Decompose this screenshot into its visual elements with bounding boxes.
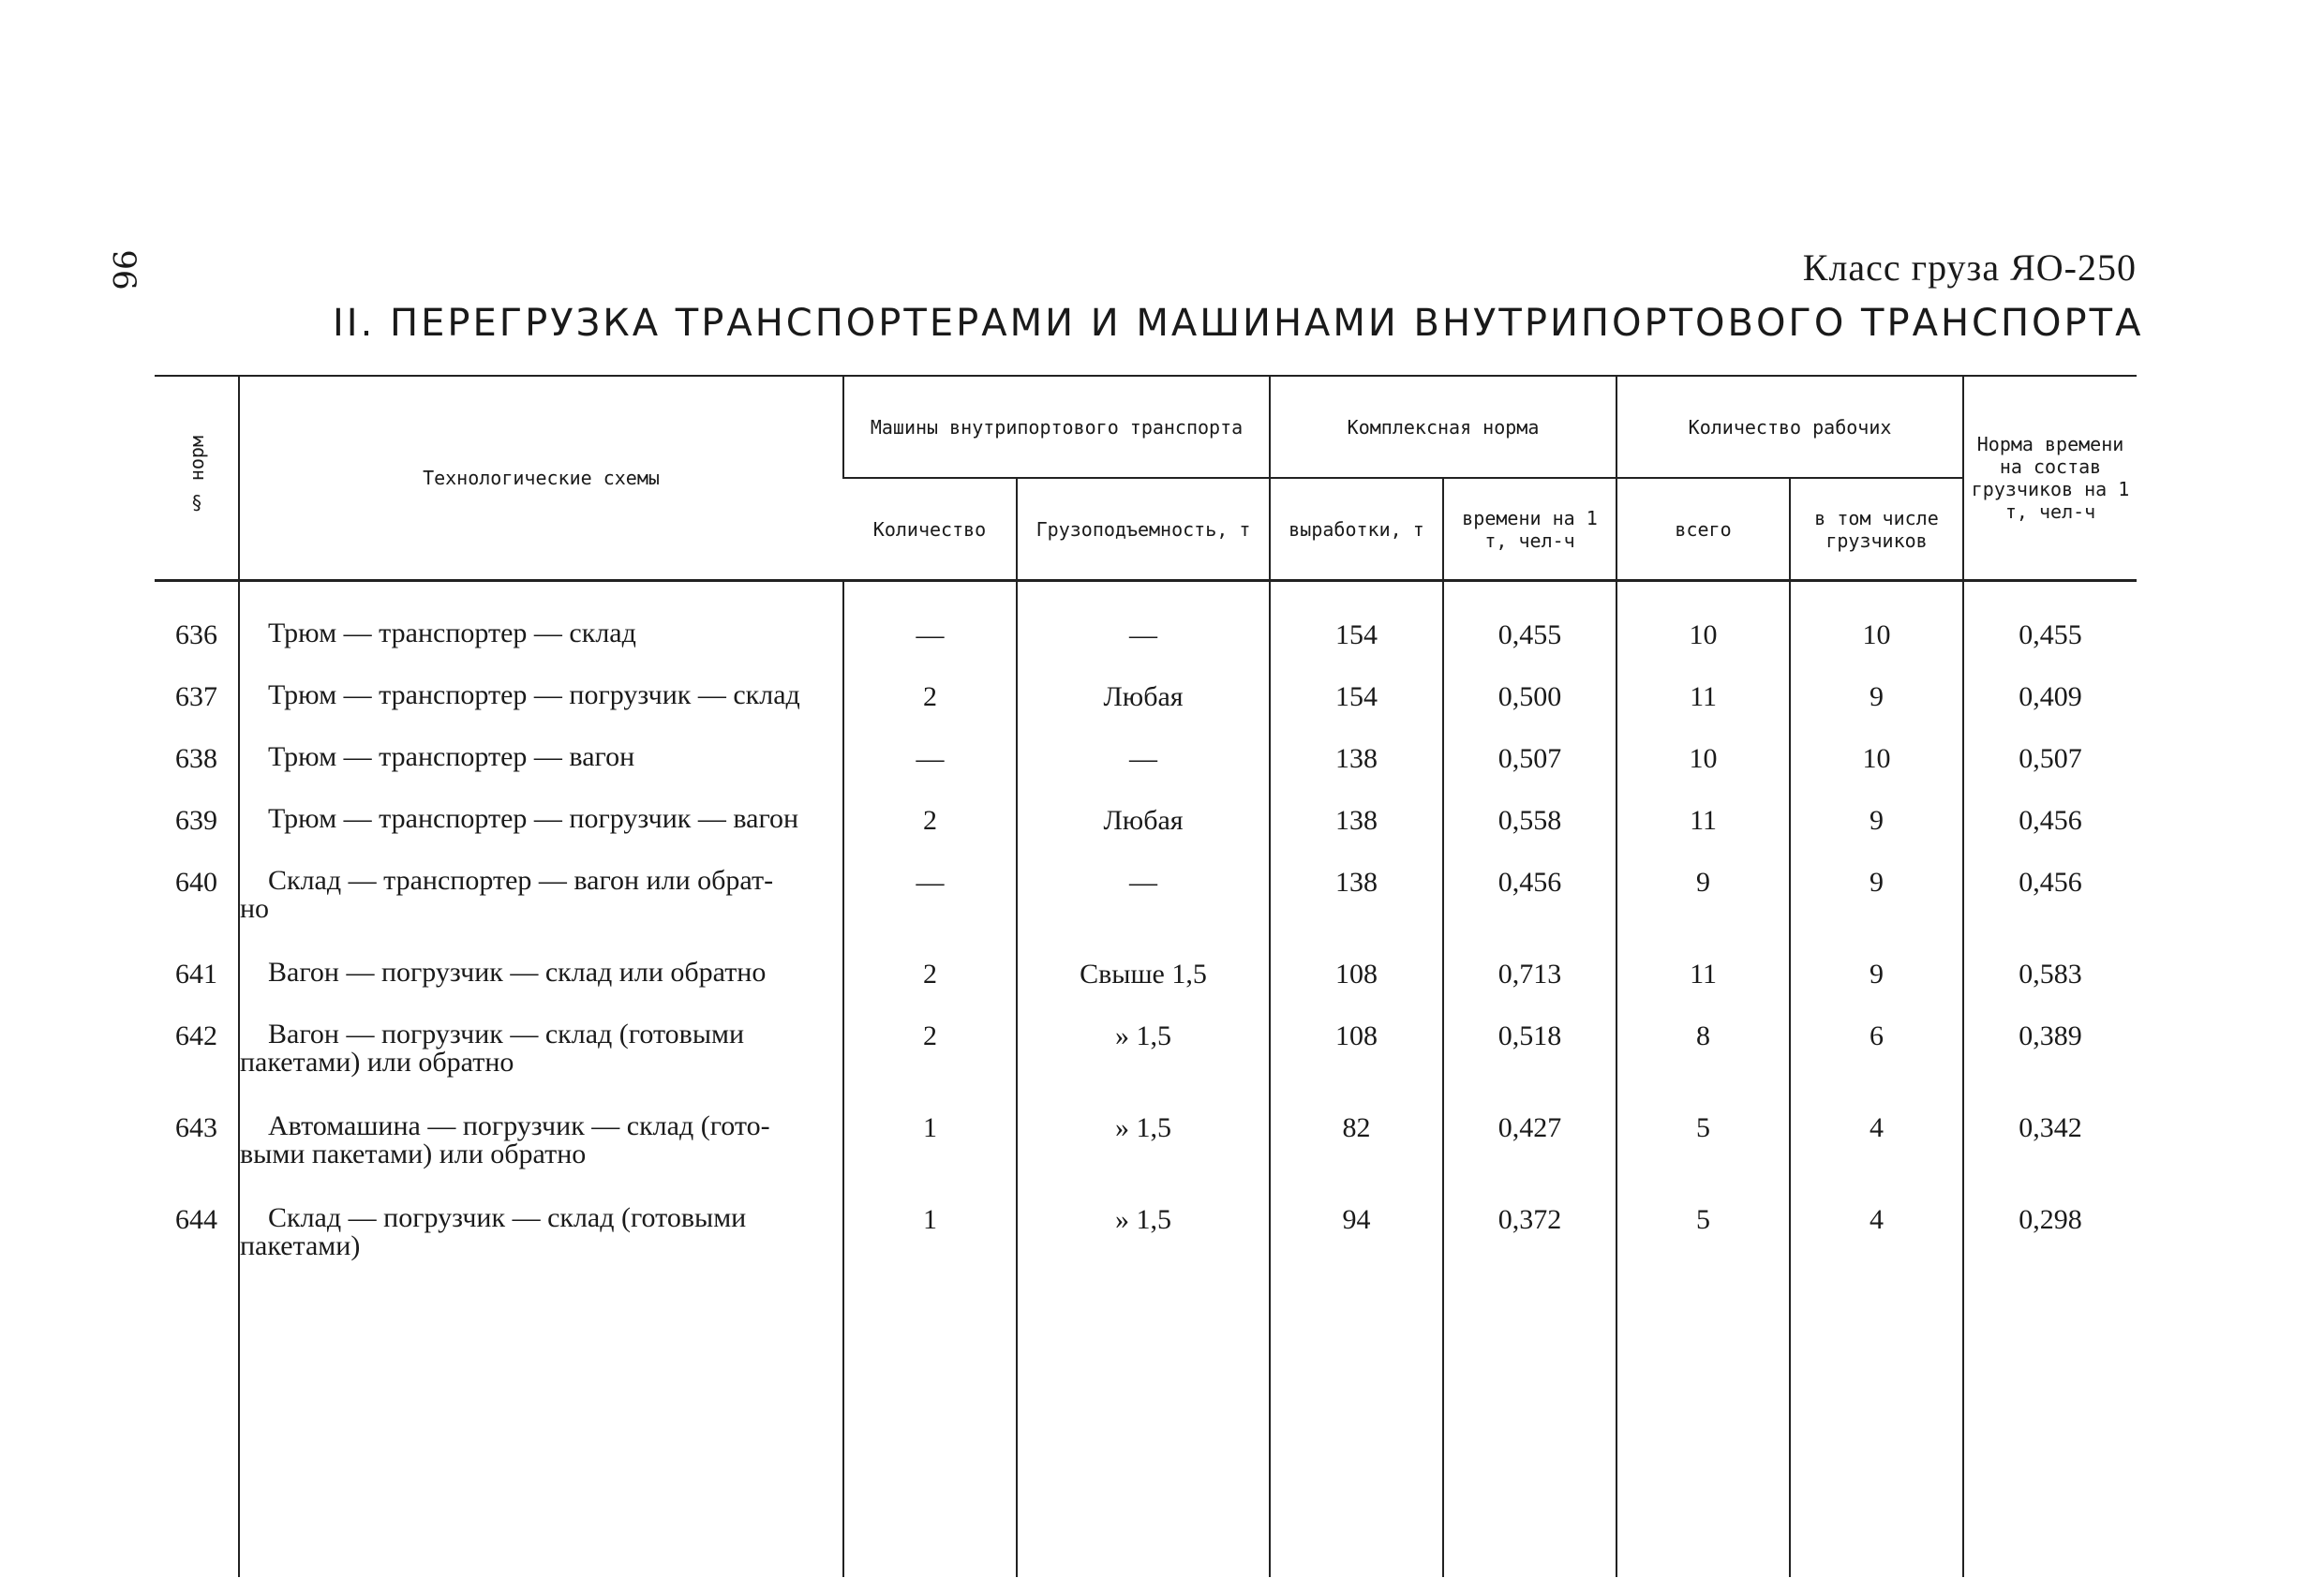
empty-cell	[155, 1296, 239, 1577]
norm-number-cell: 639	[175, 805, 217, 836]
section-title: II. ПЕРЕГРУЗКА ТРАНСПОРТЕРАМИ И МАШИНАМИ ВНУТРИПОРТОВОГО ТРАНСПОРТА	[333, 302, 2144, 345]
workers-loaders-cell: 9	[1790, 867, 1963, 959]
scheme-cell	[239, 743, 843, 805]
header-complex-norm-group: Комплексная норма	[1270, 376, 1616, 478]
empty-cell	[1790, 1296, 1963, 1577]
header-complex-time: времени на 1 т, чел-ч	[1443, 478, 1616, 581]
loader-time-norm-cell: 0,583	[1963, 959, 2137, 1020]
scheme-text-continuation: пакетами) или обратно	[240, 1047, 514, 1078]
empty-cell	[1616, 1296, 1790, 1577]
table-row	[155, 619, 2137, 681]
table-row	[155, 1112, 2137, 1204]
complex-output-cell: 108	[1270, 1020, 1443, 1112]
complex-time-cell: 0,713	[1443, 959, 1616, 1020]
complex-output-cell: 94	[1270, 1204, 1443, 1296]
header-machines-quantity: Количество	[872, 517, 987, 541]
header-machines-capacity: Грузоподъемность, т	[1017, 478, 1270, 581]
table-row	[155, 743, 2137, 805]
scheme-text: Вагон — погрузчик — склад (готовыми	[268, 1019, 745, 1050]
workers-total-cell: 10	[1616, 743, 1790, 805]
machines-quantity-cell: —	[843, 743, 1017, 805]
workers-loaders-cell: 9	[1790, 805, 1963, 867]
norm-number-cell: 640	[175, 867, 217, 898]
workers-loaders-cell: 4	[1790, 1204, 1963, 1296]
complex-output-cell: 154	[1270, 681, 1443, 743]
workers-loaders-cell: 4	[1790, 1112, 1963, 1204]
scheme-cell	[239, 1204, 843, 1296]
workers-total-cell: 11	[1616, 959, 1790, 1020]
header-workers-total: всего	[1616, 478, 1790, 581]
table-row	[155, 1020, 2137, 1112]
machines-quantity-cell: 2	[843, 959, 1017, 1020]
header-complex-output: выработки, т	[1270, 478, 1443, 581]
machines-quantity-cell: 2	[843, 1020, 1017, 1112]
empty-cell	[1017, 1296, 1270, 1577]
workers-total-cell: 5	[1616, 1112, 1790, 1204]
scheme-cell	[239, 1020, 843, 1112]
scheme-text: Трюм — транспортер — погрузчик — вагон	[268, 803, 799, 834]
cargo-class-label: Класс груза ЯО-250	[1802, 246, 2137, 289]
complex-time-cell: 0,500	[1443, 681, 1616, 743]
header-workers-group: Количество рабочих	[1616, 376, 1963, 478]
norm-number-cell: 643	[175, 1112, 217, 1143]
scheme-text-continuation: пакетами)	[240, 1230, 361, 1261]
complex-time-cell: 0,427	[1443, 1112, 1616, 1204]
scheme-text-continuation: выми пакетами) или обратно	[240, 1139, 587, 1169]
machines-capacity-cell: —	[1017, 743, 1270, 805]
scheme-text: Склад — транспортер — вагон или обрат-	[268, 865, 774, 896]
loader-time-norm-cell: 0,409	[1963, 681, 2137, 743]
machines-capacity-cell: —	[1017, 619, 1270, 681]
scheme-text: Вагон — погрузчик — склад или обратно	[268, 957, 767, 988]
machines-quantity-cell: 1	[843, 1112, 1017, 1204]
workers-loaders-cell: 9	[1790, 959, 1963, 1020]
complex-output-cell: 138	[1270, 867, 1443, 959]
complex-output-cell: 154	[1270, 619, 1443, 681]
norms-table	[155, 375, 2137, 1577]
workers-total-cell: 11	[1616, 681, 1790, 743]
complex-time-cell: 0,507	[1443, 743, 1616, 805]
empty-filler-row	[155, 1296, 2137, 1577]
table-row	[155, 867, 2137, 959]
scheme-text: Трюм — транспортер — склад	[268, 618, 636, 648]
loader-time-norm-cell: 0,342	[1963, 1112, 2137, 1204]
table-row	[155, 681, 2137, 743]
machines-quantity-cell: 2	[843, 681, 1017, 743]
empty-cell	[239, 1296, 843, 1577]
header-norm-number	[155, 376, 239, 581]
complex-output-cell: 138	[1270, 805, 1443, 867]
workers-total-cell: 10	[1616, 619, 1790, 681]
loader-time-norm-cell: 0,298	[1963, 1204, 2137, 1296]
norm-number-cell: 644	[175, 1204, 217, 1235]
table-row	[155, 1204, 2137, 1296]
complex-time-cell: 0,372	[1443, 1204, 1616, 1296]
empty-cell	[1963, 1296, 2137, 1577]
scheme-cell	[239, 805, 843, 867]
workers-total-cell: 8	[1616, 1020, 1790, 1112]
complex-time-cell: 0,518	[1443, 1020, 1616, 1112]
machines-capacity-cell: » 1,5	[1017, 1112, 1270, 1204]
empty-cell	[843, 1296, 1017, 1577]
table-body	[155, 581, 2137, 1578]
workers-loaders-cell: 9	[1790, 681, 1963, 743]
machines-quantity-cell: —	[843, 619, 1017, 681]
norm-number-cell: 637	[175, 681, 217, 712]
header-workers-loaders: в том числе грузчиков	[1790, 478, 1963, 581]
loader-time-norm-cell: 0,456	[1963, 805, 2137, 867]
scheme-cell	[239, 1112, 843, 1204]
empty-cell	[1443, 1296, 1616, 1577]
complex-time-cell: 0,456	[1443, 867, 1616, 959]
norms-table-container	[155, 375, 2137, 1537]
machines-capacity-cell: Любая	[1017, 681, 1270, 743]
machines-capacity-cell: Любая	[1017, 805, 1270, 867]
complex-time-cell: 0,455	[1443, 619, 1616, 681]
norm-number-cell: 638	[175, 743, 217, 774]
machines-quantity-cell: 2	[843, 805, 1017, 867]
scheme-text: Трюм — транспортер — погрузчик — склад	[268, 679, 800, 710]
complex-output-cell: 82	[1270, 1112, 1443, 1204]
header-norm-number-text: § норм	[185, 436, 208, 515]
complex-time-cell: 0,558	[1443, 805, 1616, 867]
empty-cell	[1270, 1296, 1443, 1577]
loader-time-norm-cell: 0,389	[1963, 1020, 2137, 1112]
machines-capacity-cell: Свыше 1,5	[1017, 959, 1270, 1020]
scheme-cell	[239, 959, 843, 1020]
scheme-text: Склад — погрузчик — склад (готовыми	[268, 1202, 747, 1233]
machines-capacity-cell: » 1,5	[1017, 1020, 1270, 1112]
machines-capacity-cell: » 1,5	[1017, 1204, 1270, 1296]
scheme-text: Автомашина — погрузчик — склад (гото-	[268, 1110, 770, 1141]
header-schemes: Технологические схемы	[239, 376, 843, 581]
header-machines-group: Машины внутрипортового транспорта	[843, 376, 1270, 478]
machines-capacity-cell: —	[1017, 867, 1270, 959]
workers-total-cell: 11	[1616, 805, 1790, 867]
scheme-cell	[239, 619, 843, 681]
scheme-text-continuation: но	[240, 893, 270, 924]
complex-output-cell: 108	[1270, 959, 1443, 1020]
header-loader-time-norm: Норма времени на состав грузчиков на 1 т, чел-ч	[1963, 376, 2137, 581]
workers-loaders-cell: 10	[1790, 619, 1963, 681]
table-header	[155, 376, 2137, 581]
scheme-cell	[239, 681, 843, 743]
workers-loaders-cell: 6	[1790, 1020, 1963, 1112]
norm-number-cell: 636	[175, 619, 217, 650]
complex-output-cell: 138	[1270, 743, 1443, 805]
workers-total-cell: 9	[1616, 867, 1790, 959]
machines-quantity-cell: 1	[843, 1204, 1017, 1296]
loader-time-norm-cell: 0,456	[1963, 867, 2137, 959]
table-row	[155, 805, 2137, 867]
norm-number-cell: 641	[175, 959, 217, 990]
norm-number-cell: 642	[175, 1020, 217, 1051]
loader-time-norm-cell: 0,455	[1963, 619, 2137, 681]
scheme-cell	[239, 867, 843, 959]
scheme-text: Трюм — транспортер — вагон	[268, 741, 635, 772]
loader-time-norm-cell: 0,507	[1963, 743, 2137, 805]
workers-total-cell: 5	[1616, 1204, 1790, 1296]
page-number: 96	[105, 249, 142, 290]
machines-quantity-cell: —	[843, 867, 1017, 959]
table-row	[155, 959, 2137, 1020]
workers-loaders-cell: 10	[1790, 743, 1963, 805]
